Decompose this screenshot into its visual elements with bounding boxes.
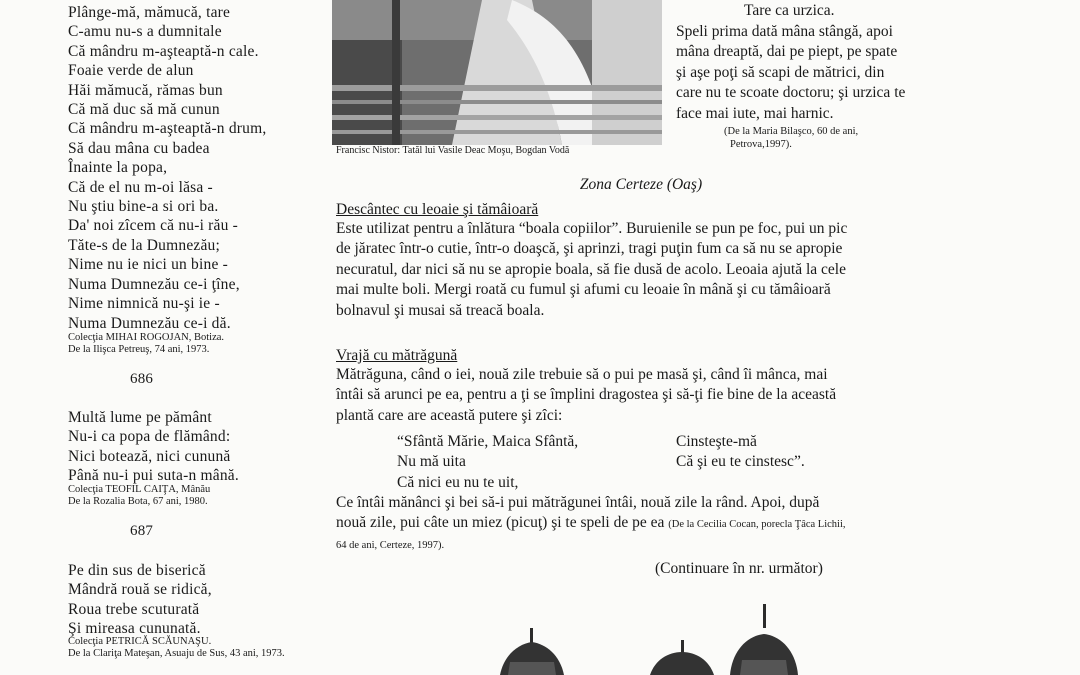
- poem-line: Numa Dumnezău ce-i ţîne,: [68, 275, 240, 293]
- poem-number-686: 686: [130, 371, 154, 387]
- continuation-note: (Continuare în nr. următor): [655, 560, 823, 577]
- section-leoaie: [336, 201, 946, 321]
- paragraph-line: mai multe boli. Mergi roată cu fumul şi afumi cu leoaie în mână şi cu tămâioară: [336, 281, 831, 299]
- poem-line: Foaie verde de alun: [68, 62, 194, 80]
- right-top-text: [676, 0, 946, 151]
- poem-line: Da' noi zîcem că nu-i rău -: [68, 217, 239, 235]
- section-heading: Descântec cu leoaie şi tămâioară: [336, 201, 539, 218]
- credit-line: (De la Maria Bilaşco, 60 de ani,: [724, 126, 859, 137]
- zone-heading: Zona Certeze (Oaş): [579, 176, 703, 193]
- paragraph-line: plantă care are această putere şi zîci:: [336, 406, 563, 424]
- credit-line: Colecţia TEOFIL CAIŢA, Mânău: [68, 484, 211, 495]
- poem-line: Mândră rouă se ridică,: [68, 581, 212, 599]
- poem-line: Nu ştiu bine-a si ori ba.: [68, 198, 219, 216]
- poem-line: Nime nimnică nu-şi ie -: [68, 295, 220, 313]
- credit-2: [68, 484, 210, 508]
- poem-line: Multă lume pe pământ: [68, 409, 212, 426]
- poem-line: C-amu nu-s a dumnitale: [68, 23, 222, 41]
- poem-line: Că de el nu m-oi lăsa -: [68, 178, 213, 196]
- section-closing: [336, 493, 946, 551]
- paragraph-text: nouă zile, pui câte un miez (picuţ) şi te speli de pe ea: [336, 514, 665, 532]
- paragraph-line: Mătrăguna, când o iei, nouă zile trebuie să o pui pe masă şi, când îi mânca, mai: [336, 366, 828, 383]
- poem-line: Înainte la popa,: [68, 159, 168, 177]
- poem-number-687: 687: [130, 523, 154, 539]
- poem-line: Numa Dumnezău ce-i dă.: [68, 314, 231, 332]
- poem-line: Hăi mămucă, rămas bun: [68, 81, 223, 99]
- poem-line: Că mândru m-aşteaptă-n cale.: [68, 42, 259, 60]
- paragraph-line: Este utilizat pentru a înlătura “boala copiilor”. Buruienile se pun pe foc, pui un pic: [336, 220, 848, 237]
- verse-line: Că şi eu te cinstesc”.: [676, 453, 805, 471]
- text-line: Speli prima dată mâna stângă, apoi: [676, 22, 893, 40]
- poem-line: Şi mireasa cununată.: [68, 620, 201, 638]
- poem-line: Plânge-mă, mămucă, tare: [68, 4, 231, 21]
- paragraph-line: de jăratec într-o cutie, într-o doaşcă, şi aprinzi, tragi puţin fum ca să nu se apropie: [336, 240, 843, 258]
- paragraph-line: bolnavul şi musai să treacă boala.: [336, 301, 545, 319]
- poem-line: Roua trebe scuturată: [68, 600, 200, 618]
- paragraph-line: [336, 513, 946, 535]
- poem-line: Nici botează, nici cunună: [68, 447, 231, 465]
- poem-686: [68, 408, 239, 486]
- poem-line: Nu-i ca popa de flămând:: [68, 428, 231, 446]
- section-matraguna: [336, 347, 946, 426]
- credit-line: Petrova,1997).: [730, 138, 792, 150]
- poem-line: Nime nu ie nici un bine -: [68, 256, 228, 274]
- credit-line: Colecţia MIHAI ROGOJAN, Botiza.: [68, 332, 225, 343]
- text-line: face mai iute, mai harnic.: [676, 104, 834, 122]
- credit-line: De la Clariţa Mateşan, Asuaju de Sus, 43 ani, 1973.: [68, 648, 285, 659]
- text-line: care nu te scoate doctoru; şi urzica te: [676, 84, 906, 101]
- paragraph-line: întâi să arunci pe ea, pentru a ţi se împlini dragostea şi să-ţi fie bine de la această: [336, 386, 837, 404]
- section-heading: Vrajă cu mătrăgună: [336, 347, 458, 364]
- text-line: mâna dreaptă, dai pe piept, pe spate: [676, 43, 898, 60]
- source-credit: (De la Cecilia Cocan, porecla Ţâca Lichii,: [668, 519, 846, 531]
- poem-line: Că mândru m-aşteaptă-n drum,: [68, 120, 267, 138]
- paragraph-line: necuratul, dar nici să nu se apropie boala, să fie dusă de acolo. Leoaia ajută la cele: [336, 260, 846, 278]
- verse-line: “Sfântă Mărie, Maica Sfântă,: [397, 433, 579, 450]
- verse-left: [397, 432, 578, 493]
- photo-caption: Francisc Nistor: Tatăl lui Vasile Deac Moşu, Bogdan Vodă: [336, 145, 570, 156]
- poem-line: Să dau mâna cu badea: [68, 139, 210, 157]
- verse-right: [676, 432, 805, 473]
- poem-line: Pe din sus de biserică: [68, 562, 206, 579]
- text-line: Tare ca urzica.: [744, 2, 835, 19]
- source-credit: 64 de ani, Certeze, 1997).: [336, 539, 445, 551]
- poem-line: Tăte-s de la Dumnezău;: [68, 236, 221, 254]
- credit-line: De la Ilişca Petreuş, 74 ani, 1973.: [68, 344, 210, 355]
- photo-image: [332, 0, 662, 145]
- credit-3: [68, 636, 285, 660]
- paragraph-line: Ce întâi mănânci şi bei să-i pui mătrăgunei întâi, nouă zile la rând. Apoi, după: [336, 494, 820, 511]
- poem-top: [68, 3, 266, 333]
- verse-line: Nu mă uita: [397, 453, 466, 471]
- credit-1: [68, 332, 224, 356]
- credit-line: De la Rozalia Bota, 67 ani, 1980.: [68, 496, 208, 507]
- verse-line: Cinsteşte-mă: [676, 433, 757, 450]
- photograph: [332, 0, 662, 145]
- poem-687: [68, 561, 212, 639]
- poem-line: Că mă duc să mă cunun: [68, 101, 220, 119]
- church-towers-illustration: [490, 600, 820, 675]
- poem-line: Până nu-i pui suta-n mână.: [68, 467, 239, 485]
- credit-line: Colecţia PETRICĂ SCĂUNAŞU.: [68, 636, 212, 647]
- text-line: şi aşe poţi să scapi de mătrici, din: [676, 63, 885, 81]
- verse-line: Că nici eu nu te uit,: [397, 473, 519, 491]
